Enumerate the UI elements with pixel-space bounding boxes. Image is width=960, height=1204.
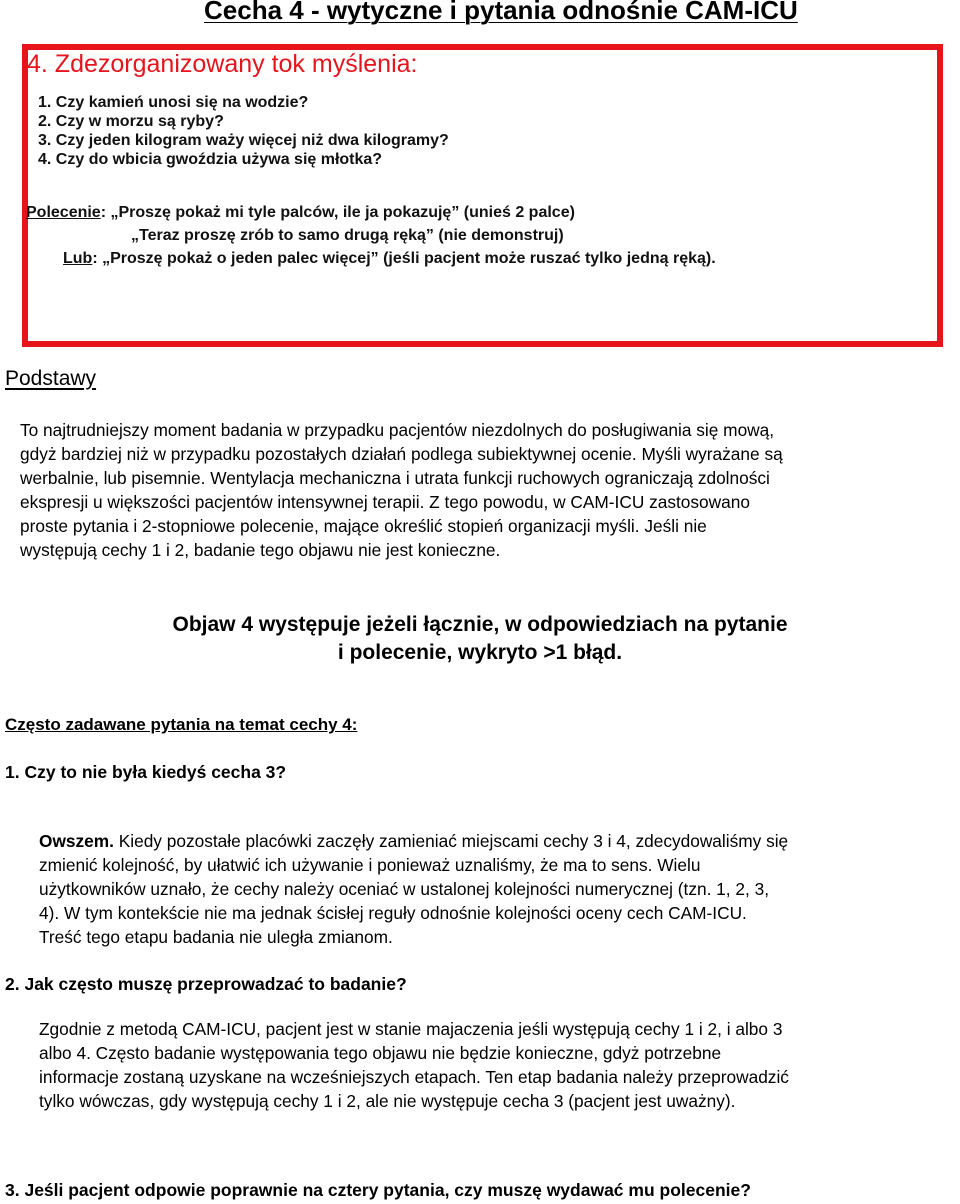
basis-line: występują cechy 1 i 2, badanie tego objawu nie jest konieczne. <box>20 540 501 560</box>
question-list <box>38 93 449 169</box>
answer-lead: Owszem. <box>39 831 114 851</box>
feature-heading: 4. Zdezorganizowany tok myślenia: <box>27 50 418 78</box>
answer-line: Owszem. Kiedy pozostałe placówki zaczęły zamieniać miejscami cechy 3 i 4, zdecydowaliśmy się <box>39 831 789 851</box>
faq-question-2: 2. Jak często muszę przeprowadzać to badanie? <box>5 974 407 994</box>
criterion-line-1: Objaw 4 występuje jeżeli łącznie, w odpowiedziach na pytanie <box>172 613 788 636</box>
question-item: 2. Czy w morzu są ryby? <box>38 113 224 130</box>
alt-text: : „Proszę pokaż o jeden palec więcej” (jeśli pacjent może ruszać tylko jedną ręką). <box>92 250 716 267</box>
answer-line: 4). W tym kontekście nie ma jednak ścisłej reguły odnośnie kolejności oceny cech CAM-ICU. <box>39 903 747 923</box>
faq-question-1: 1. Czy to nie była kiedyś cecha 3? <box>5 762 287 782</box>
command-label: Polecenie <box>26 204 101 221</box>
faq-answer-1 <box>39 829 959 949</box>
faq-question-3: 3. Jeśli pacjent odpowie poprawnie na cztery pytania, czy muszę wydawać mu polecenie? <box>5 1180 751 1200</box>
command-line <box>26 204 575 222</box>
basis-paragraph <box>20 418 955 562</box>
basis-line: werbalnie, lub pisemnie. Wentylacja mechaniczna i utrata funkcji ruchowych ograniczają zdolności <box>20 468 770 488</box>
basis-heading: Podstawy <box>5 367 97 390</box>
answer-line: Treść tego etapu badania nie uległa zmianom. <box>39 927 393 947</box>
alt-command-line <box>63 250 716 268</box>
answer-line: zmienić kolejność, by ułatwić ich używanie i ponieważ uznaliśmy, że ma to sens. Wielu <box>39 855 701 875</box>
answer-line: albo 4. Często badanie występowania tego objawu nie będzie konieczne, gdyż potrzebne <box>39 1043 722 1063</box>
basis-line: ekspresji u większości pacjentów intensywnej terapii. Z tego powodu, w CAM-ICU zastosowano <box>20 492 750 512</box>
answer-line: użytkowników uznało, że cechy należy oceniać w ustalonej kolejności numerycznej (tzn. 1, 2, 3, <box>39 879 770 899</box>
faq-answer-2 <box>39 1017 959 1113</box>
page-title: Cecha 4 - wytyczne i pytania odnośnie CAM-ICU <box>204 0 798 25</box>
command-text: : „Proszę pokaż mi tyle palców, ile ja pokazuję” (unieś 2 palce) <box>100 204 575 221</box>
answer-line: Zgodnie z metodą CAM-ICU, pacjent jest w stanie majaczenia jeśli występują cechy 1 i 2, i albo 3 <box>39 1019 783 1039</box>
answer-line: tylko wówczas, gdy występują cechy 1 i 2, ale nie występuje cecha 3 (pacjent jest uważny). <box>39 1091 736 1111</box>
question-item: 3. Czy jeden kilogram waży więcej niż dwa kilogramy? <box>38 132 449 149</box>
answer-line: informacje zostaną uzyskane na wcześniejszych etapach. Ten etap badania należy przeprowadzić <box>39 1067 789 1087</box>
criterion-line-2: i polecenie, wykryto >1 błąd. <box>337 641 623 664</box>
question-item: 1. Czy kamień unosi się na wodzie? <box>38 94 309 111</box>
feature-box <box>22 44 943 347</box>
basis-line: gdyż bardziej niż w przypadku pozostałych działań podlega subiektywnej ocenie. Myśli wyrażane są <box>20 444 783 464</box>
basis-line: proste pytania i 2-stopniowe polecenie, mające określić stopień organizacji myśli. Jeśli nie <box>20 516 707 536</box>
command-line-2: „Teraz proszę zrób to samo drugą ręką” (nie demonstruj) <box>131 227 564 244</box>
alt-label: Lub <box>63 250 93 267</box>
basis-line: To najtrudniejszy moment badania w przypadku pacjentów niezdolnych do posługiwania się mową, <box>20 420 775 440</box>
faq-heading: Często zadawane pytania na temat cechy 4: <box>5 715 358 734</box>
question-item: 4. Czy do wbicia gwoździa używa się młotka? <box>38 151 383 168</box>
